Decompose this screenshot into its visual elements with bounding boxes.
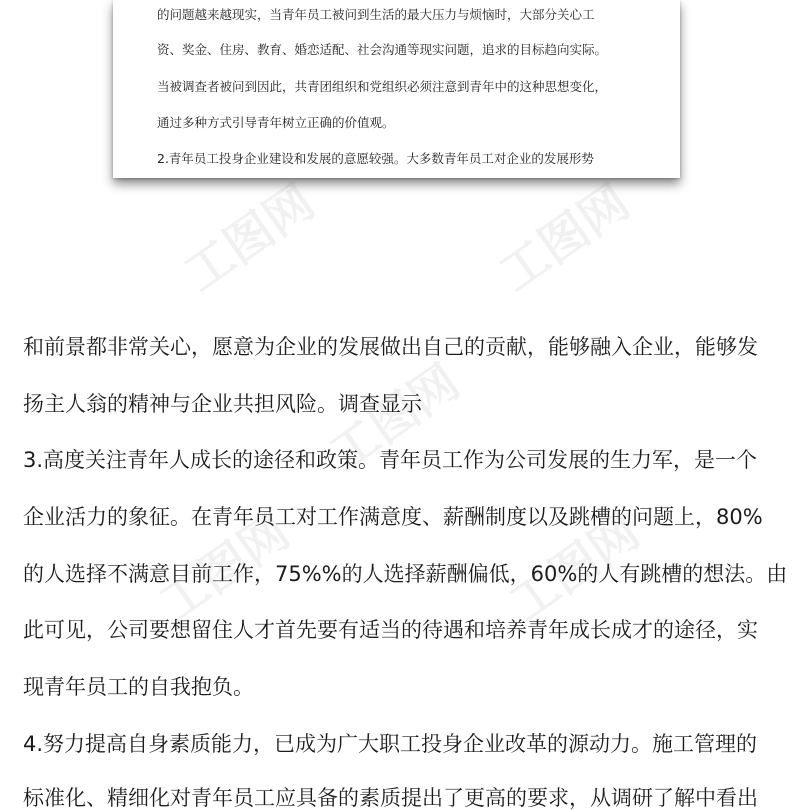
watermark: 工图网 [499, 503, 650, 633]
body-line: 企业活力的象征。在青年员工对工作满意度、薪酬制度以及跳槽的问题上，80% [23, 505, 763, 529]
body-line: 3.高度关注青年人成长的途径和政策。青年员工作为公司发展的生力军，是一个 [23, 448, 758, 472]
body-line: 现青年员工的自我抱负。 [23, 675, 254, 699]
body-line: 标准化、精细化对青年员工应具备的素质提出了更高的要求，从调研了解中看出 [23, 786, 758, 810]
watermark: 工图网 [174, 173, 325, 303]
preview-line: 当被调查者被问到因此，共青团组织和党组织必须注意到青年中的这种思想变化， [157, 79, 608, 94]
watermark: 工图网 [489, 173, 640, 303]
body-line: 的人选择不满意目前工作，75%%的人选择薪酬偏低，60%的人有跳槽的想法。由 [23, 562, 788, 586]
watermark: 工图网 [319, 353, 470, 483]
preview-line: 资、奖金、住房、教育、婚恋适配、社会沟通等现实问题，追求的目标趋向实际。 [157, 42, 608, 57]
body-line: 4.努力提高自身素质能力，已成为广大职工投身企业改革的源动力。施工管理的 [23, 732, 758, 756]
preview-line: 通过多种方式引导青年树立正确的价值观。 [157, 115, 395, 130]
watermark: 工图网 [149, 503, 300, 633]
document-page-preview [113, 0, 680, 178]
body-line: 此可见，公司要想留住人才首先要有适当的待遇和培养青年成长成才的途径，实 [23, 618, 758, 642]
body-line: 和前景都非常关心，愿意为企业的发展做出自己的贡献，能够融入企业，能够发 [23, 335, 758, 359]
body-line: 扬主人翁的精神与企业共担风险。调查显示 [23, 392, 422, 416]
preview-line: 的问题越来越现实，当青年员工被问到生活的最大压力与烦恼时，大部分关心工 [157, 7, 595, 22]
preview-line: 2.青年员工投身企业建设和发展的意愿较强。大多数青年员工对企业的发展形势 [157, 151, 594, 166]
